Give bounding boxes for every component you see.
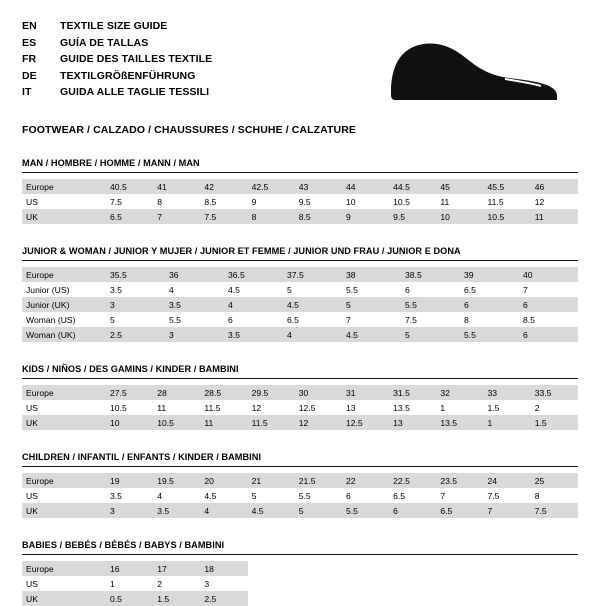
size-cell: 21 xyxy=(248,473,295,488)
size-cell xyxy=(342,561,389,576)
size-cell: 7 xyxy=(484,503,531,518)
size-cell: 6.5 xyxy=(389,488,436,503)
language-code: DE xyxy=(22,69,37,82)
size-cell: 10.5 xyxy=(484,209,531,224)
size-cell: 36 xyxy=(165,267,224,282)
size-cell: 5.5 xyxy=(295,488,342,503)
size-cell: 33.5 xyxy=(531,385,578,400)
size-cell: 36.5 xyxy=(224,267,283,282)
table-row xyxy=(22,561,578,576)
size-cell: 45 xyxy=(436,179,483,194)
language-title: TEXTILGRÖßENFÜHRUNG xyxy=(60,69,196,82)
language-row xyxy=(22,35,212,52)
size-group-heading: MAN / HOMBRE / HOMME / MANN / MAN xyxy=(22,158,578,173)
row-label: Europe xyxy=(22,473,106,488)
size-cell: 5 xyxy=(401,327,460,342)
size-cell: 12.5 xyxy=(342,415,389,430)
size-cell: 1 xyxy=(436,400,483,415)
size-cell: 6 xyxy=(401,282,460,297)
size-cell: 6.5 xyxy=(106,209,153,224)
size-cell: 6 xyxy=(460,297,519,312)
size-cell: 44 xyxy=(342,179,389,194)
table-row xyxy=(22,400,578,415)
size-cell: 10.5 xyxy=(153,415,200,430)
size-cell: 5 xyxy=(283,282,342,297)
size-cell: 31.5 xyxy=(389,385,436,400)
size-cell: 37.5 xyxy=(283,267,342,282)
size-cell: 5 xyxy=(248,488,295,503)
row-label: Europe xyxy=(22,385,106,400)
size-cell: 27.5 xyxy=(106,385,153,400)
size-cell: 6.5 xyxy=(436,503,483,518)
size-cell: 12.5 xyxy=(295,400,342,415)
size-cell: 9.5 xyxy=(295,194,342,209)
size-cell: 28 xyxy=(153,385,200,400)
size-cell: 11 xyxy=(531,209,578,224)
size-cell: 10 xyxy=(106,415,153,430)
size-cell: 39 xyxy=(460,267,519,282)
size-cell xyxy=(531,576,578,591)
size-cell: 42.5 xyxy=(248,179,295,194)
size-table xyxy=(22,179,578,224)
size-cell: 17 xyxy=(153,561,200,576)
size-cell: 31 xyxy=(342,385,389,400)
table-row xyxy=(22,591,578,606)
size-cell: 9 xyxy=(248,194,295,209)
size-cell: 7 xyxy=(436,488,483,503)
size-cell: 3 xyxy=(200,576,247,591)
size-cell: 7.5 xyxy=(401,312,460,327)
language-code: IT xyxy=(22,86,32,98)
size-cell: 10 xyxy=(436,209,483,224)
table-row xyxy=(22,576,578,591)
row-label: Woman (US) xyxy=(22,312,106,327)
language-title: GUÍA DE TALLAS xyxy=(60,36,149,49)
size-cell: 22 xyxy=(342,473,389,488)
size-cell: 41 xyxy=(153,179,200,194)
size-cell: 5.5 xyxy=(165,312,224,327)
size-cell: 38 xyxy=(342,267,401,282)
size-cell: 7.5 xyxy=(484,488,531,503)
table-row xyxy=(22,415,578,430)
size-cell: 1 xyxy=(106,576,153,591)
language-code: FR xyxy=(22,53,37,65)
size-cell xyxy=(436,561,483,576)
size-cell: 7.5 xyxy=(106,194,153,209)
size-cell: 3 xyxy=(106,503,153,518)
size-cell: 3 xyxy=(165,327,224,342)
size-cell: 11 xyxy=(436,194,483,209)
size-cell: 24 xyxy=(484,473,531,488)
language-title: GUIDA ALLE TAGLIE TESSILI xyxy=(60,86,210,98)
size-group xyxy=(22,540,578,606)
size-cell: 29.5 xyxy=(248,385,295,400)
page-header xyxy=(22,18,578,109)
size-cell xyxy=(484,576,531,591)
size-cell xyxy=(248,561,295,576)
size-cell: 5.5 xyxy=(342,282,401,297)
language-code: EN xyxy=(22,20,37,32)
language-row xyxy=(22,84,212,101)
size-cell: 7.5 xyxy=(200,209,247,224)
size-cell: 5 xyxy=(342,297,401,312)
size-group xyxy=(22,364,578,430)
size-cell: 7 xyxy=(342,312,401,327)
language-row xyxy=(22,68,212,85)
size-cell: 7.5 xyxy=(531,503,578,518)
size-cell: 3.5 xyxy=(106,488,153,503)
size-cell: 21.5 xyxy=(295,473,342,488)
table-row xyxy=(22,503,578,518)
size-cell: 6.5 xyxy=(283,312,342,327)
size-cell: 30 xyxy=(295,385,342,400)
row-label: US xyxy=(22,576,106,591)
row-label: Junior (US) xyxy=(22,282,106,297)
size-cell xyxy=(389,591,436,606)
size-table xyxy=(22,561,578,606)
size-cell: 32 xyxy=(436,385,483,400)
size-cell: 11 xyxy=(153,400,200,415)
size-cell: 11.5 xyxy=(200,400,247,415)
table-row xyxy=(22,297,578,312)
size-cell: 23.5 xyxy=(436,473,483,488)
row-label: Europe xyxy=(22,179,106,194)
size-cell: 43 xyxy=(295,179,342,194)
table-row xyxy=(22,312,578,327)
size-cell: 6 xyxy=(389,503,436,518)
size-cell: 4 xyxy=(283,327,342,342)
size-cell xyxy=(295,591,342,606)
size-table xyxy=(22,385,578,430)
row-label: UK xyxy=(22,503,106,518)
size-cell: 3.5 xyxy=(224,327,283,342)
size-cell: 42 xyxy=(200,179,247,194)
size-cell xyxy=(295,576,342,591)
size-cell: 1.5 xyxy=(531,415,578,430)
size-cell xyxy=(248,591,295,606)
size-cell: 7 xyxy=(519,282,578,297)
size-cell: 16 xyxy=(106,561,153,576)
language-row xyxy=(22,51,212,68)
size-cell xyxy=(389,576,436,591)
size-cell: 45.5 xyxy=(484,179,531,194)
size-cell: 6.5 xyxy=(460,282,519,297)
size-cell xyxy=(389,561,436,576)
size-cell: 4.5 xyxy=(283,297,342,312)
size-cell: 10.5 xyxy=(389,194,436,209)
size-cell: 8 xyxy=(248,209,295,224)
size-cell: 8.5 xyxy=(200,194,247,209)
size-cell xyxy=(436,591,483,606)
table-row xyxy=(22,488,578,503)
size-cell: 5 xyxy=(295,503,342,518)
size-cell: 4 xyxy=(224,297,283,312)
size-cell xyxy=(342,576,389,591)
size-cell: 8.5 xyxy=(519,312,578,327)
row-label: Junior (UK) xyxy=(22,297,106,312)
size-tables xyxy=(22,158,578,606)
size-cell: 1.5 xyxy=(484,400,531,415)
size-cell: 35.5 xyxy=(106,267,165,282)
size-cell: 5 xyxy=(106,312,165,327)
language-row xyxy=(22,18,212,35)
row-label: UK xyxy=(22,209,106,224)
size-cell: 9.5 xyxy=(389,209,436,224)
size-group xyxy=(22,452,578,518)
size-cell: 2 xyxy=(153,576,200,591)
size-cell: 5.5 xyxy=(342,503,389,518)
size-group-heading: CHILDREN / INFANTIL / ENFANTS / KINDER / BAMBINI xyxy=(22,452,578,467)
size-cell xyxy=(484,591,531,606)
size-cell: 13.5 xyxy=(436,415,483,430)
size-cell: 2.5 xyxy=(106,327,165,342)
size-cell: 12 xyxy=(531,194,578,209)
size-cell: 3.5 xyxy=(153,503,200,518)
size-cell: 7 xyxy=(153,209,200,224)
row-label: US xyxy=(22,488,106,503)
size-cell: 5.5 xyxy=(460,327,519,342)
size-table xyxy=(22,267,578,342)
table-row xyxy=(22,282,578,297)
dress-shoe-icon xyxy=(385,32,560,109)
size-cell: 18 xyxy=(200,561,247,576)
size-cell: 22.5 xyxy=(389,473,436,488)
size-cell xyxy=(248,576,295,591)
size-cell: 11.5 xyxy=(484,194,531,209)
size-table xyxy=(22,473,578,518)
row-label: UK xyxy=(22,415,106,430)
size-cell: 13.5 xyxy=(389,400,436,415)
size-cell: 4.5 xyxy=(248,503,295,518)
size-group-heading: KIDS / NIÑOS / DES GAMINS / KINDER / BAMBINI xyxy=(22,364,578,379)
size-cell xyxy=(295,561,342,576)
size-cell: 40.5 xyxy=(106,179,153,194)
size-cell: 8 xyxy=(531,488,578,503)
size-cell: 6 xyxy=(342,488,389,503)
size-cell xyxy=(342,591,389,606)
size-cell: 8 xyxy=(460,312,519,327)
size-cell: 9 xyxy=(342,209,389,224)
row-label: Europe xyxy=(22,267,106,282)
size-cell: 25 xyxy=(531,473,578,488)
size-cell: 2 xyxy=(531,400,578,415)
size-cell: 10 xyxy=(342,194,389,209)
size-cell: 11 xyxy=(200,415,247,430)
size-cell xyxy=(531,561,578,576)
row-label: UK xyxy=(22,591,106,606)
size-cell xyxy=(531,591,578,606)
size-group xyxy=(22,158,578,224)
size-cell: 4 xyxy=(153,488,200,503)
row-label: Europe xyxy=(22,561,106,576)
size-cell: 6 xyxy=(224,312,283,327)
size-cell: 20 xyxy=(200,473,247,488)
table-row xyxy=(22,327,578,342)
size-cell xyxy=(484,561,531,576)
size-cell: 6 xyxy=(519,327,578,342)
size-cell: 19.5 xyxy=(153,473,200,488)
size-cell: 6 xyxy=(519,297,578,312)
size-cell: 13 xyxy=(342,400,389,415)
size-group xyxy=(22,246,578,342)
row-label: US xyxy=(22,400,106,415)
size-cell: 12 xyxy=(248,400,295,415)
size-cell: 4.5 xyxy=(224,282,283,297)
size-cell: 28.5 xyxy=(200,385,247,400)
language-title: TEXTILE SIZE GUIDE xyxy=(60,20,168,32)
size-cell: 4.5 xyxy=(200,488,247,503)
language-titles xyxy=(22,18,212,101)
size-cell: 44.5 xyxy=(389,179,436,194)
size-cell: 33 xyxy=(484,385,531,400)
size-cell: 1.5 xyxy=(153,591,200,606)
size-cell: 3 xyxy=(106,297,165,312)
size-group-heading: JUNIOR & WOMAN / JUNIOR Y MUJER / JUNIOR ET FEMME / JUNIOR UND FRAU / JUNIOR E DONA xyxy=(22,246,578,261)
table-row xyxy=(22,194,578,209)
language-code: ES xyxy=(22,36,37,49)
size-cell: 40 xyxy=(519,267,578,282)
size-cell: 4.5 xyxy=(342,327,401,342)
size-cell: 4 xyxy=(165,282,224,297)
size-cell: 10.5 xyxy=(106,400,153,415)
table-row xyxy=(22,267,578,282)
size-cell: 2.5 xyxy=(200,591,247,606)
size-cell: 5.5 xyxy=(401,297,460,312)
size-cell: 19 xyxy=(106,473,153,488)
size-cell: 38.5 xyxy=(401,267,460,282)
row-label: US xyxy=(22,194,106,209)
size-cell: 8.5 xyxy=(295,209,342,224)
size-cell: 13 xyxy=(389,415,436,430)
size-cell: 46 xyxy=(531,179,578,194)
size-cell: 11.5 xyxy=(248,415,295,430)
size-cell: 8 xyxy=(153,194,200,209)
size-cell: 0.5 xyxy=(106,591,153,606)
size-cell: 3.5 xyxy=(165,297,224,312)
table-row xyxy=(22,385,578,400)
size-cell xyxy=(436,576,483,591)
table-row xyxy=(22,209,578,224)
size-cell: 3.5 xyxy=(106,282,165,297)
table-row xyxy=(22,179,578,194)
table-row xyxy=(22,473,578,488)
row-label: Woman (UK) xyxy=(22,327,106,342)
size-cell: 1 xyxy=(484,415,531,430)
size-cell: 4 xyxy=(200,503,247,518)
size-cell: 12 xyxy=(295,415,342,430)
size-group-heading: BABIES / BEBÉS / BÉBÉS / BABYS / BAMBINI xyxy=(22,540,578,555)
page-title: FOOTWEAR / CALZADO / CHAUSSURES / SCHUHE / CALZATURE xyxy=(22,124,357,136)
language-title: GUIDE DES TAILLES TEXTILE xyxy=(60,53,213,65)
